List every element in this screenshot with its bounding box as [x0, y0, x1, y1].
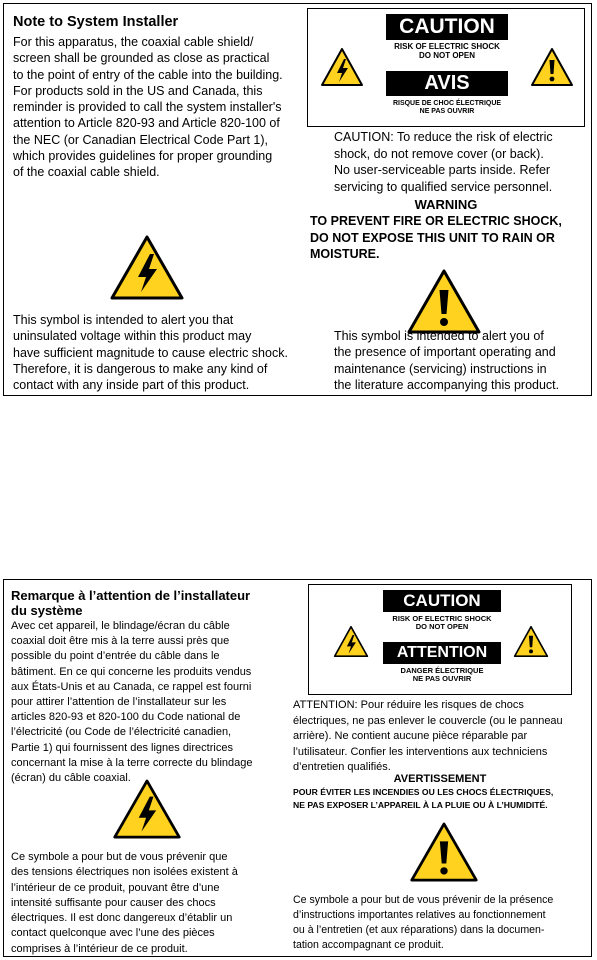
note-line: possible du point d’entrée du câble dans le: [11, 650, 220, 663]
note-line: articles 820-93 et 820-100 du Code national de: [11, 711, 241, 724]
exclamation-warning-icon: [409, 821, 479, 883]
avis-badge: AVIS: [386, 71, 508, 96]
installer-note: [13, 34, 283, 181]
english-safety-panel: [3, 3, 592, 396]
exclamation-warning-icon: [513, 625, 549, 658]
note-line: coaxial doit être mis à la terre aussi près que: [11, 635, 230, 648]
avis-sub: RISQUE DE CHOC ÉLECTRIQUE NE PAS OUVRIR: [392, 100, 502, 115]
note-line: which provides guidelines for proper grounding: [13, 149, 273, 164]
note-line: pour attirer l’attention de l’installateur sur les: [11, 696, 227, 709]
note-line: reminder is provided to call the system installer's: [13, 100, 282, 115]
warning-text: POUR ÉVITER LES INCENDIES OU LES CHOCS ÉLECTRIQUES, NE PAS EXPOSER L’APPAREIL À LA PLUIE OU À L’HUMIDITÉ.: [293, 787, 554, 810]
note-line: screen shall be grounded as close as practical: [13, 51, 270, 66]
note-line: l’électricité (ou Code de l’électricité canadien,: [11, 726, 232, 739]
attention-badge: ATTENTION: [383, 642, 501, 664]
warning-text: TO PREVENT FIRE OR ELECTRIC SHOCK, DO NOT EXPOSE THIS UNIT TO RAIN OR MOISTURE.: [310, 214, 562, 261]
note-line: (écran) du câble coaxial.: [11, 772, 131, 785]
lightning-warning-icon: [320, 47, 364, 87]
installer-note: [11, 619, 253, 786]
note-title: Remarque à l’attention de l’installateur du système: [11, 588, 251, 618]
note-line: bâtiment. En ce qui concerne les produits vendus: [11, 665, 252, 678]
note-line: the NEC (or Canadian Electrical Code Part 1),: [13, 132, 268, 147]
exclamation-symbol-text: This symbol is intended to alert you of the presence of important operating and maintenance (servicing) instructions in the literature accompanying this product.: [334, 329, 560, 392]
caution-label-box: [308, 584, 572, 695]
caution-sub: RISK OF ELECTRIC SHOCK DO NOT OPEN: [392, 614, 492, 632]
note-line: For this apparatus, the coaxial cable shield/: [13, 35, 254, 49]
warning-title: AVERTISSEMENT: [393, 773, 487, 785]
attention-sub: DANGER ÉLECTRIQUE NE PAS OUVRIR: [400, 666, 484, 684]
lightning-warning-icon: [112, 778, 182, 840]
warning-title: WARNING: [414, 197, 478, 212]
exclamation-symbol-text: Ce symbole a pour but de vous prévenir de la présence d’instructions importantes relatives au fonctionnement ou à l’entretien (et aux réparations) dans la documen- tation accompagnant ce produit.: [293, 894, 554, 951]
note-line: concernant la mise à la terre correcte du blindage: [11, 756, 253, 769]
caution-label-box: [307, 8, 585, 127]
caution-text: CAUTION: To reduce the risk of electric shock, do not remove cover (or back). No user-serviceable parts inside. Refer servicing to qualified service personnel.: [334, 130, 553, 194]
note-line: to the point of entry of the cable into the building.: [13, 67, 283, 82]
french-safety-panel: [3, 579, 592, 957]
lightning-warning-icon: [109, 234, 185, 301]
exclamation-warning-icon: [530, 47, 574, 87]
note-line: of the coaxial cable shield.: [13, 165, 160, 180]
note-title: Note to System Installer: [13, 14, 179, 30]
lightning-warning-icon: [333, 625, 369, 658]
caution-badge: CAUTION: [386, 14, 508, 40]
note-line: attention to Article 820-93 and Article 820-100 of: [13, 116, 280, 131]
attention-text: ATTENTION: Pour réduire les risques de chocs électriques, ne pas enlever le couvercle (ou le panneau arrière). Ne contient aucune pièce réparable par l’utilisateur. Confier les interventions aux techniciens d’entretien qualifiés.: [293, 699, 563, 774]
note-line: Partie 1) qui fournissent des lignes directrices: [11, 741, 233, 754]
note-line: aux États-Unis et au Canada, ce rappel est fourni: [11, 680, 252, 693]
note-line: Avec cet appareil, le blindage/écran du câble: [11, 620, 230, 632]
voltage-symbol-text: Ce symbole a pour but de vous prévenir que des tensions électriques non isolées existent à l’intérieur de ce produit, pouvant être d’une intensité suffisante pour causer des chocs électriques. Il est donc dangereux d’établir un contact quelconque avec l’une des pièces comprises à l’intérieur de ce produit.: [11, 851, 238, 955]
caution-sub: RISK OF ELECTRIC SHOCK DO NOT OPEN: [394, 42, 500, 60]
note-line: For products sold in the US and Canada, this: [13, 83, 263, 98]
exclamation-warning-icon: [406, 268, 482, 335]
caution-badge: CAUTION: [383, 590, 501, 612]
voltage-symbol-text: This symbol is intended to alert you that uninsulated voltage within this product may have sufficient magnitude to cause electric shock. Therefore, it is dangerous to make any kind of contact with any inside part of this product.: [13, 313, 288, 393]
